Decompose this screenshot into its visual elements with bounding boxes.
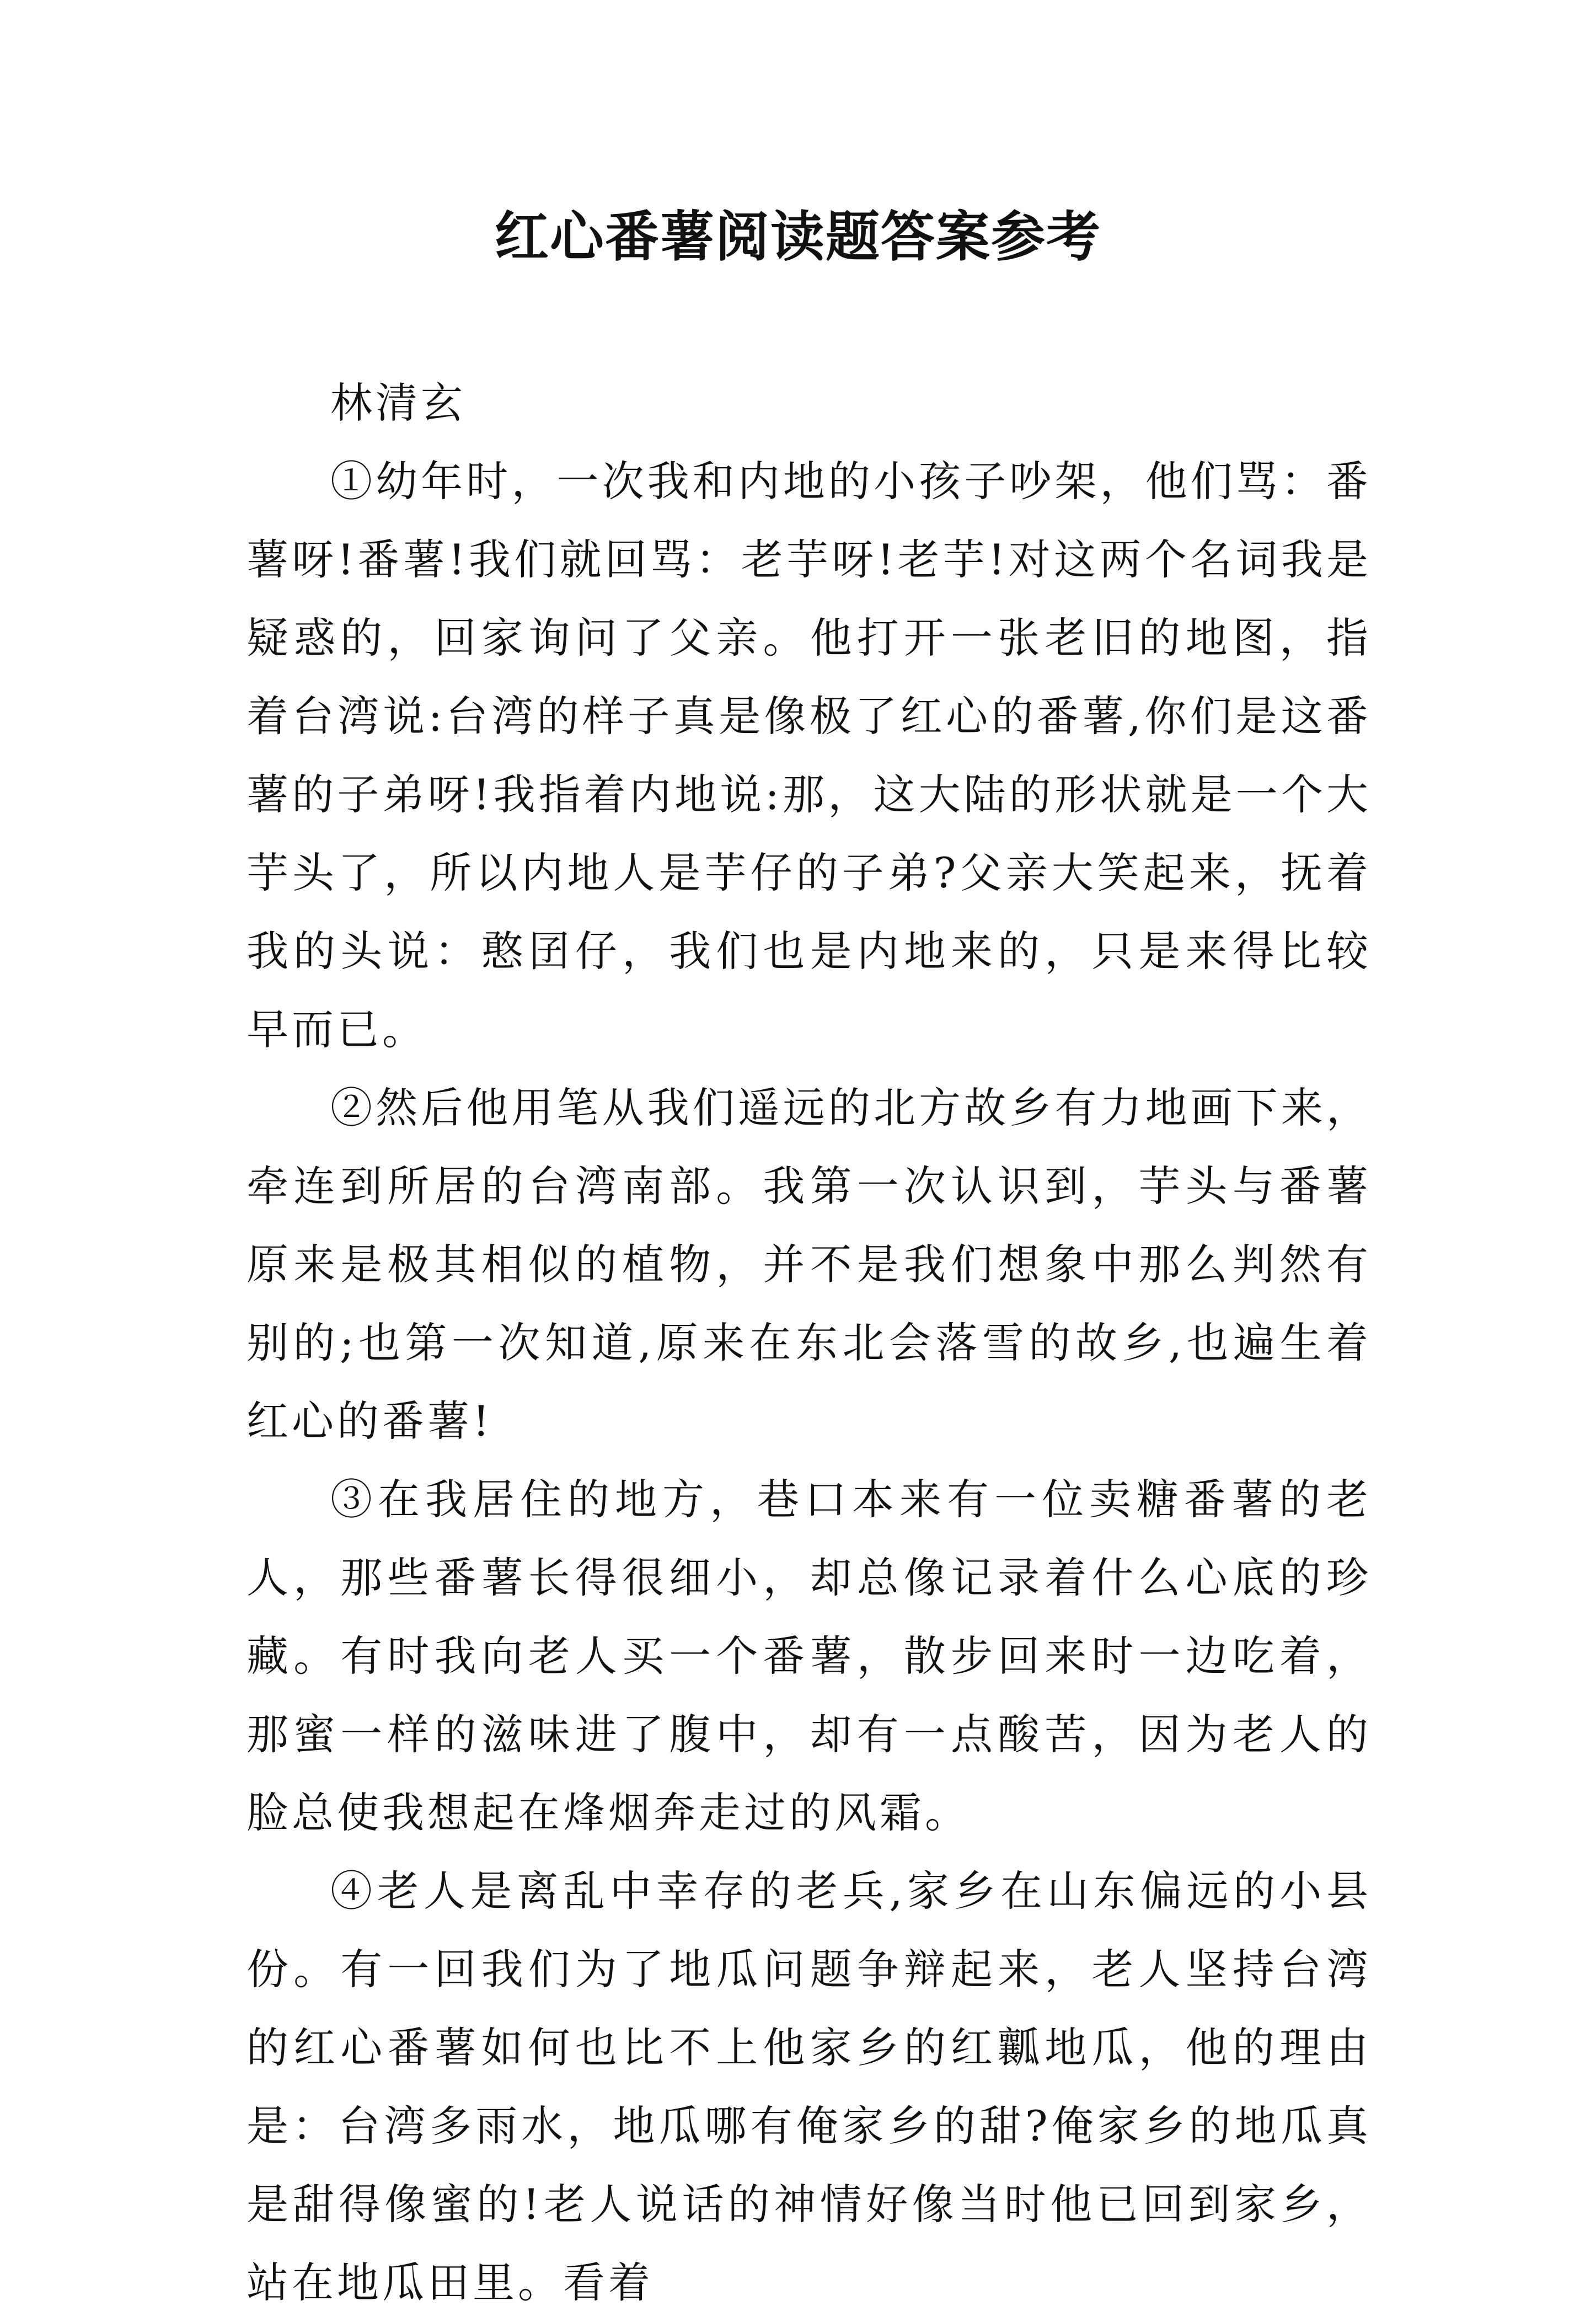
document-title: 红心番薯阅读题答案参考 <box>494 205 1101 269</box>
paragraph-1: ①幼年时，一次我和内地的小孩子吵架，他们骂：番薯呀!番薯!我们就回骂：老芋呀!老芋!对这两个名词我是疑惑的，回家询问了父亲。他打开一张老旧的地图，指着台湾说:台湾的样子真是像极了红心的番薯,你们是这番薯的子弟呀!我指着内地说:那，这大陆的形状就是一个大芋头了，所以内地人是芋仔的子弟?父亲大笑起来，抚着我的头说：憨囝仔，我们也是内地来的，只是来得比较早而已。 <box>247 457 1372 1054</box>
paragraph-4: ④老人是离乱中幸存的老兵,家乡在山东偏远的小县份。有一回我们为了地瓜问题争辩起来，老人坚持台湾的红心番薯如何也比不上他家乡的红瓤地瓜，他的理由是：台湾多雨水，地瓜哪有俺家乡的甜?俺家乡的地瓜真是甜得像蜜的!老人说话的神情好像当时他已回到家乡，站在地瓜田里。看着 <box>247 1866 1372 2307</box>
paragraph-2: ②然后他用笔从我们遥远的北方故乡有力地画下来，牵连到所居的台湾南部。我第一次认识到，芋头与番薯原来是极其相似的植物，并不是我们想象中那么判然有别的;也第一次知道,原来在东北会落雪的故乡,也遍生着红心的番薯! <box>247 1083 1372 1446</box>
author-name: 林清玄 <box>330 378 466 427</box>
paragraph-3: ③在我居住的地方，巷口本来有一位卖糖番薯的老人，那些番薯长得很细小，却总像记录着什么心底的珍藏。有时我向老人买一个番薯，散步回来时一边吃着，那蜜一样的滋味进了腹中，却有一点酸苦，因为老人的脸总使我想起在烽烟奔走过的风霜。 <box>247 1475 1372 1837</box>
document-body <box>247 364 1372 2322</box>
